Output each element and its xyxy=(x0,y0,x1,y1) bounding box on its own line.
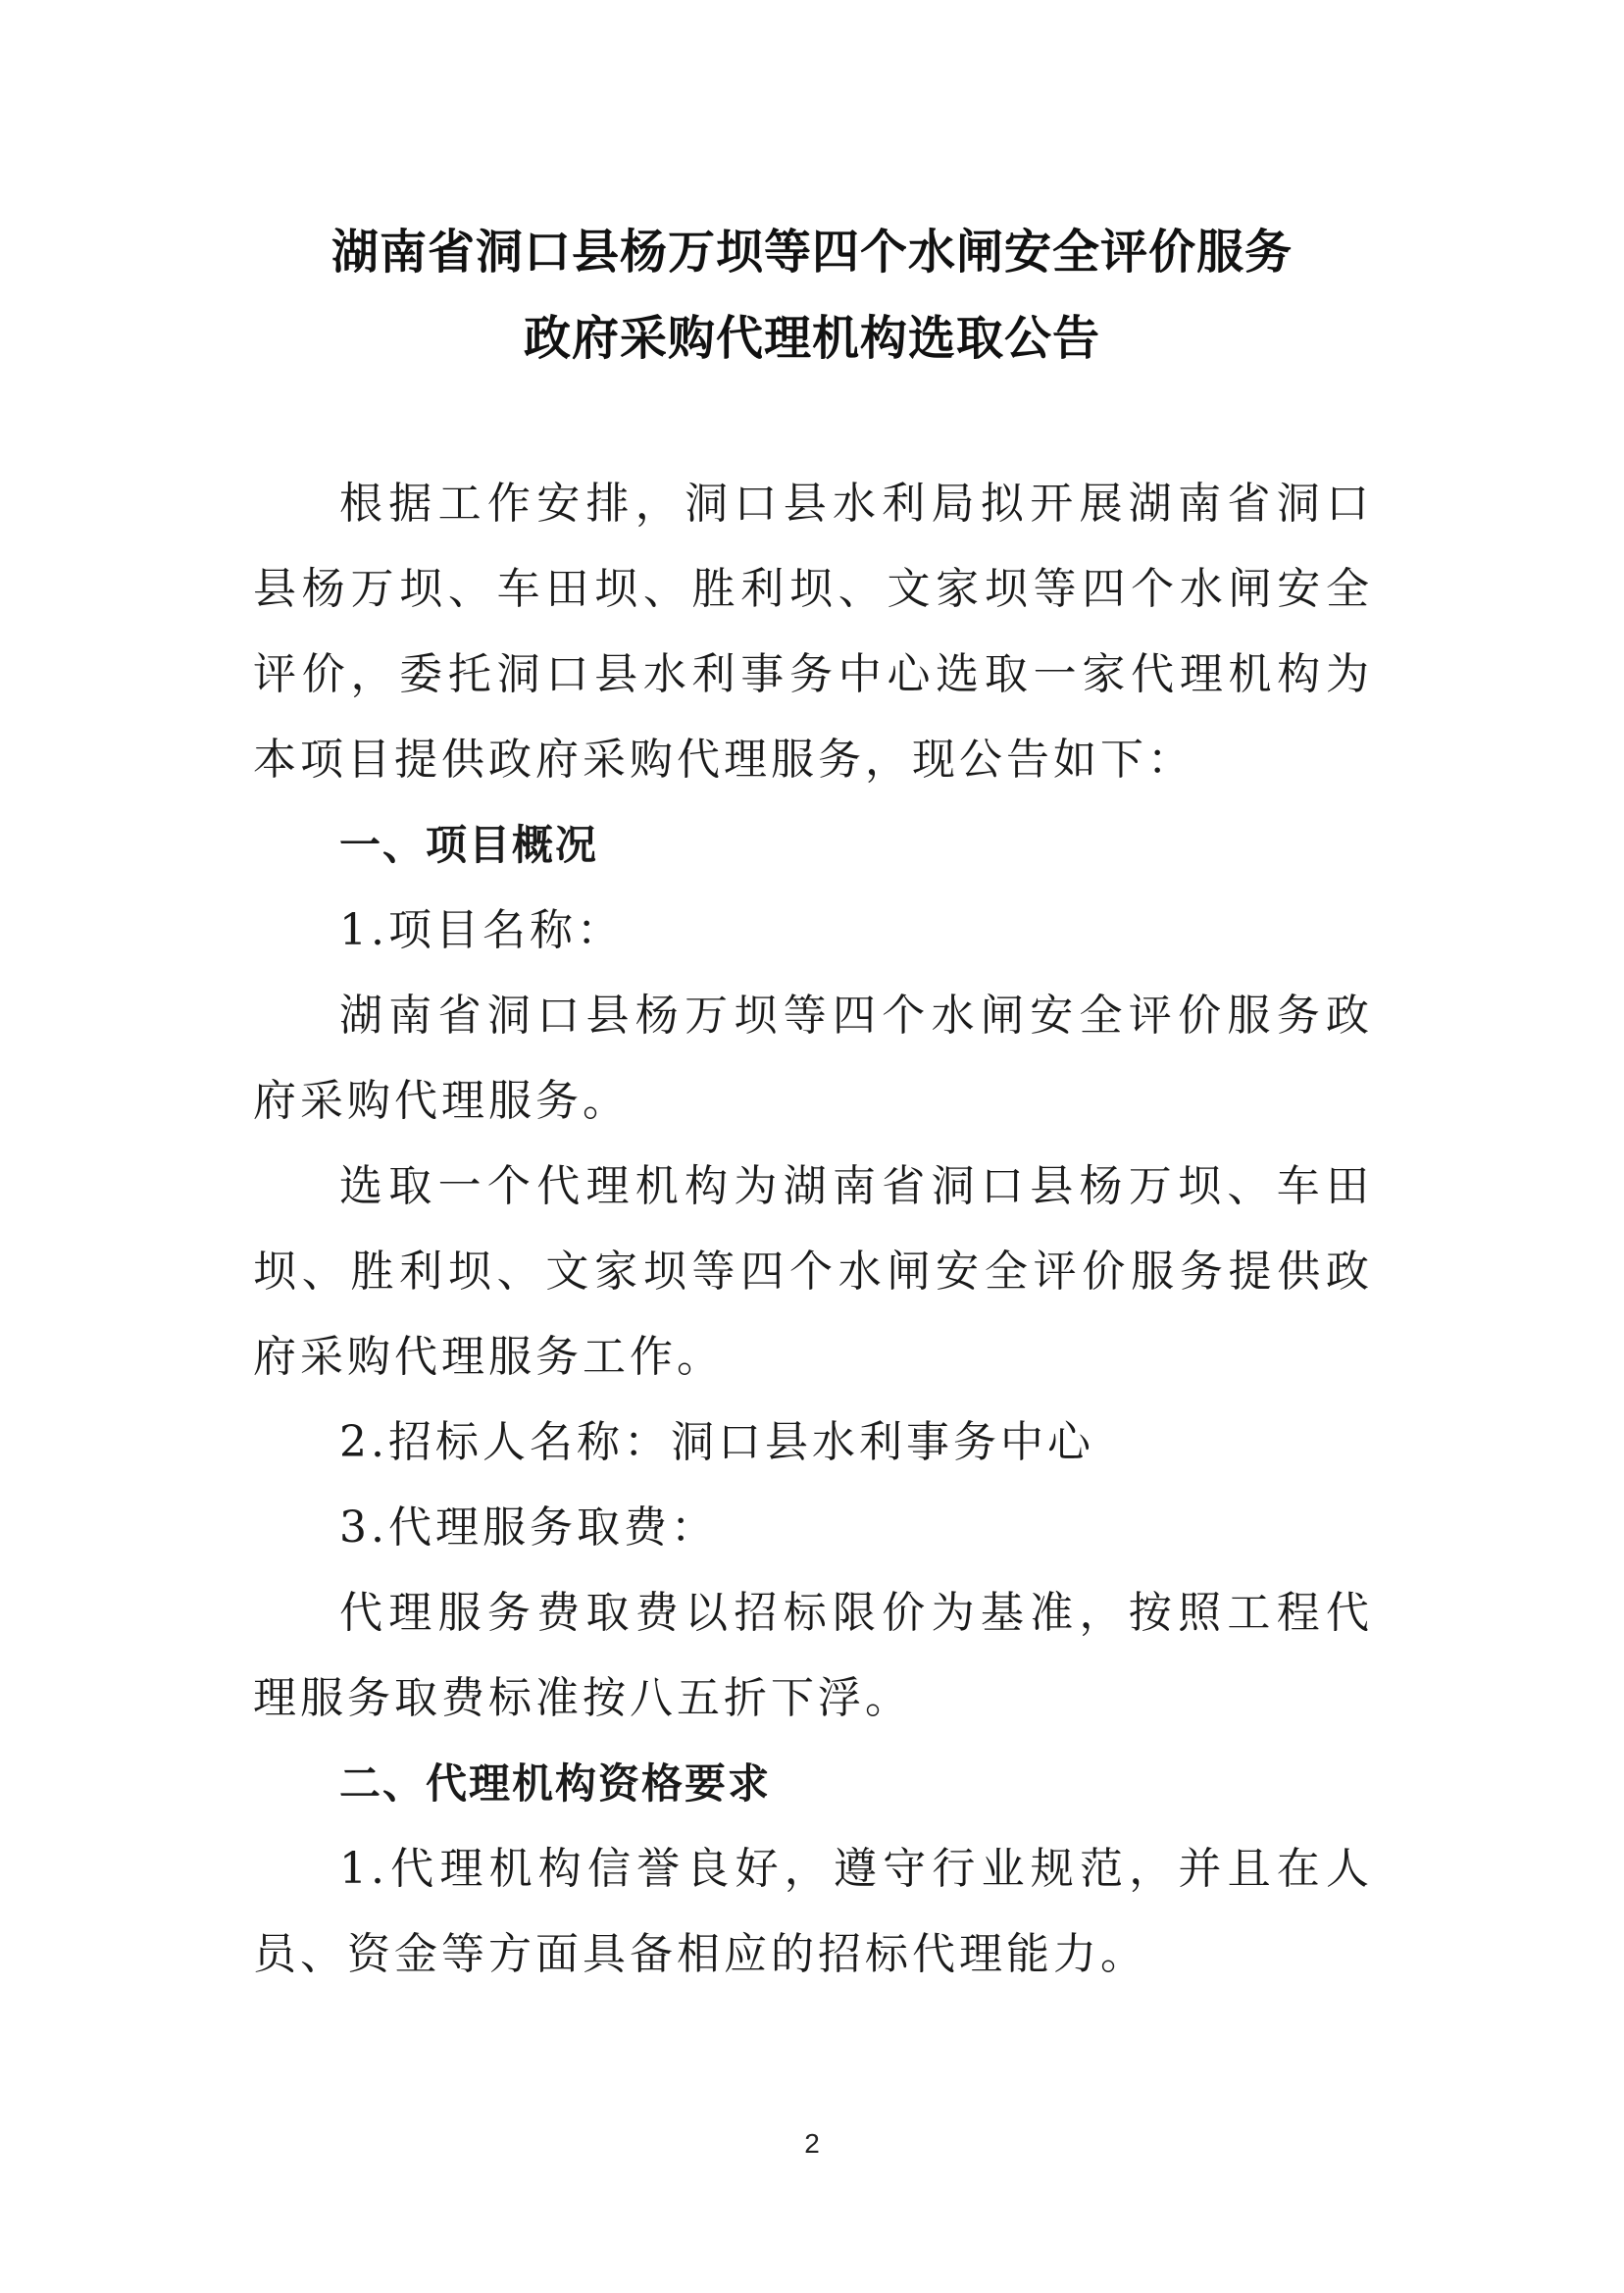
page-number: 2 xyxy=(804,2128,820,2159)
document-title-line1: 湖南省洞口县杨万坝等四个水闸安全评价服务 xyxy=(330,225,1293,280)
section2-heading: 二、代理机构资格要求 xyxy=(339,1759,772,1808)
document-title-line2: 政府采购代理机构选取公告 xyxy=(523,311,1100,366)
section1-item2: 2.招标人名称：洞口县水利事务中心 xyxy=(339,1417,1094,1467)
section1-heading: 一、项目概况 xyxy=(339,821,599,869)
section1-item3-label: 3.代理服务取费： xyxy=(339,1503,718,1553)
section1-item1-text: 湖南省洞口县杨万坝等四个水闸安全评价服务政府采购代理服务。 xyxy=(253,991,1373,1126)
intro-paragraph: 根据工作安排，洞口县水利局拟开展湖南省洞口县杨万坝、车田坝、胜利坝、文家坝等四个水闸安全评价，委托洞口县水利事务中心选取一家代理机构为本项目提供政府采购代理服务，现公告如下： xyxy=(253,479,1373,785)
section2-item1: 1.代理机构信誉良好，遵守行业规范，并且在人员、资金等方面具备相应的招标代理能力。 xyxy=(253,1844,1373,1979)
section1-item3-text: 代理服务费取费以招标限价为基准，按照工程代理服务取费标准按八五折下浮。 xyxy=(253,1588,1373,1723)
section1-item1-label: 1.项目名称： xyxy=(339,905,624,955)
section1-item1-desc: 选取一个代理机构为湖南省洞口县杨万坝、车田坝、胜利坝、文家坝等四个水闸安全评价服务提供政府采购代理服务工作。 xyxy=(253,1161,1373,1382)
document-body xyxy=(253,461,1373,1997)
